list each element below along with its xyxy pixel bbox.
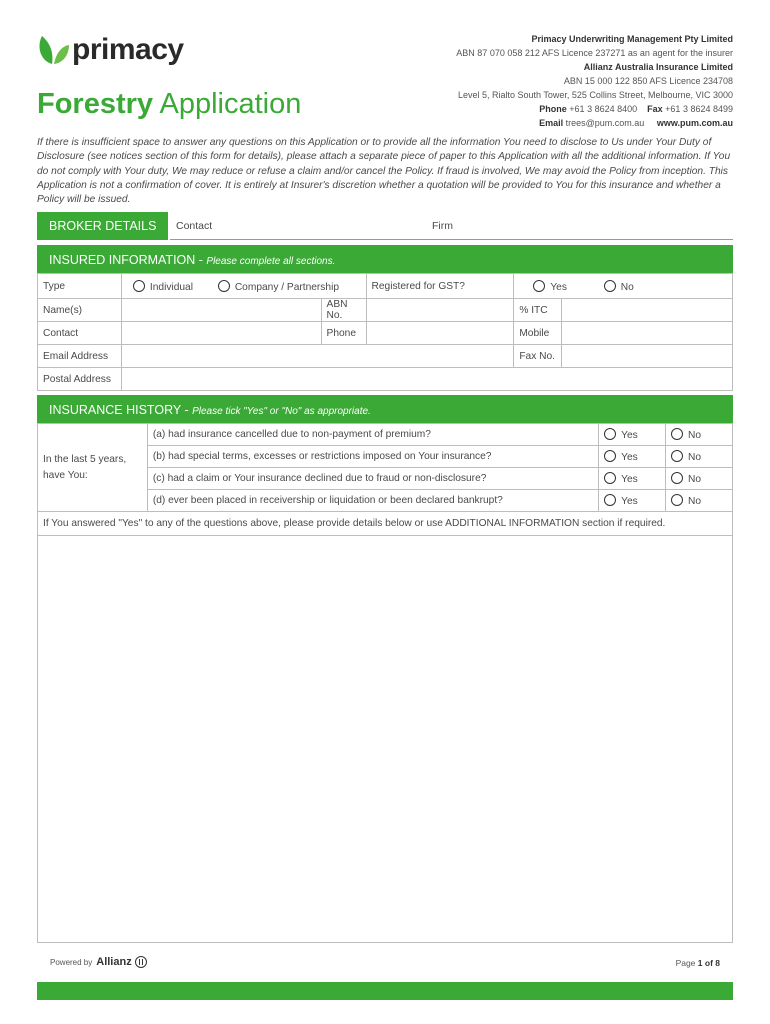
yes-label: Yes [621,452,638,463]
phone-field-label: Phone [321,322,366,345]
radio-icon [671,472,683,484]
contact-input[interactable] [121,322,321,345]
details-textarea[interactable] [37,535,733,943]
postal-input[interactable] [121,368,732,391]
allianz-logo-text: Allianz [96,956,132,968]
radio-icon [604,472,616,484]
postal-label: Postal Address [38,368,122,391]
gst-label: Registered for GST? [366,274,514,299]
email-label: Email [539,118,564,128]
question-d-yes[interactable] [599,490,666,512]
question-c-no[interactable] [666,468,733,490]
abn-input[interactable] [366,299,514,322]
type-label: Type [38,274,122,299]
insured-subheading: Please complete all sections. [206,256,336,267]
radio-icon [671,428,683,440]
company-phone-fax [456,102,733,116]
powered-by [50,956,147,968]
radio-icon [604,494,616,506]
history-heading [37,395,733,423]
company-email-web [456,116,733,130]
email-field-label: Email Address [38,345,122,368]
radio-icon [671,450,683,462]
page-of: of [702,958,716,968]
mobile-input[interactable] [562,322,733,345]
insurer-name: Allianz Australia Insurance Limited [583,62,733,72]
history-prompt: In the last 5 years, have You: [38,424,148,512]
broker-contact-label: Contact [176,220,213,232]
powered-by-label: Powered by [50,957,93,967]
history-heading-text: INSURANCE HISTORY - [49,403,193,417]
gst-no-radio[interactable] [604,282,634,293]
gst-yes-radio[interactable] [533,282,567,293]
broker-firm-label: Firm [432,220,453,232]
title-bold: Forestry [37,88,154,120]
gst-options [514,274,733,299]
itc-input[interactable] [562,299,733,322]
company-info [456,32,733,130]
email-value[interactable]: trees@pum.com.au [565,118,645,128]
leaf-icon [36,33,70,67]
yes-label: Yes [621,474,638,485]
page-current: 1 [697,958,703,968]
fax-label: Fax [647,104,663,114]
no-label: No [688,452,702,463]
question-b-no[interactable] [666,446,733,468]
history-note: If You answered "Yes" to any of the questions above, please provide details below or use ADDITIONAL INFORMATION section if required. [38,512,733,536]
radio-icon [671,494,683,506]
no-label: No [688,496,702,507]
abn-label: ABN No. [321,299,366,322]
individual-radio[interactable] [133,282,193,293]
radio-icon [604,428,616,440]
fax-input[interactable] [562,345,733,368]
question-a-no[interactable] [666,424,733,446]
website-link[interactable]: www.pum.com.au [656,118,733,128]
radio-icon [218,280,230,292]
question-b-yes[interactable] [599,446,666,468]
company-radio[interactable] [218,282,339,293]
names-label: Name(s) [38,299,122,322]
question-d-no[interactable] [666,490,733,512]
broker-heading: BROKER DETAILS [37,212,168,240]
gst-yes-label: Yes [550,281,567,293]
page-label: Page [675,958,698,968]
question-c: (c) had a claim or Your insurance declined due to fraud or non-disclosure? [147,468,598,490]
question-a: (a) had insurance cancelled due to non-payment of premium? [147,424,598,446]
yes-label: Yes [621,496,638,507]
individual-label: Individual [149,281,193,293]
no-label: No [688,474,702,485]
company-name: Primacy Underwriting Management Pty Limited [531,34,733,44]
broker-details [37,212,733,240]
phone-input[interactable] [366,322,514,345]
logo-text: primacy [72,33,184,66]
mobile-label: Mobile [514,322,562,345]
radio-icon [604,280,616,292]
fax-value: +61 3 8624 8499 [665,104,733,114]
type-options [121,274,366,299]
history-table [37,423,733,536]
allianz-logo-icon [135,956,147,968]
primacy-logo [36,33,184,67]
page-total: 8 [715,958,720,968]
itc-label: % ITC [514,299,562,322]
radio-icon [533,280,545,292]
history-subheading: Please tick "Yes" or "No" as appropriate. [192,406,371,417]
fax-field-label: Fax No. [514,345,562,368]
company-abn: ABN 87 070 058 212 AFS Licence 237271 as an agent for the insurer [456,48,733,58]
title-rest: Application [153,88,302,120]
question-c-yes[interactable] [599,468,666,490]
company-address: Level 5, Rialto South Tower, 525 Collins Street, Melbourne, VIC 3000 [458,90,733,100]
page-number [676,958,720,968]
no-label: No [688,430,702,441]
phone-value: +61 3 8624 8400 [569,104,638,114]
phone-label: Phone [539,104,567,114]
question-a-yes[interactable] [599,424,666,446]
insured-heading-text: INSURED INFORMATION - [49,253,207,267]
contact-label: Contact [38,322,122,345]
company-label: Company / Partnership [234,281,340,293]
names-input[interactable] [121,299,321,322]
radio-icon [133,280,145,292]
insured-heading [37,245,733,273]
intro-paragraph: If there is insufficient space to answer any questions on this Application or to provide all the information You need to disclose to Us under Your Duty of Disclosure (see notices section of this form for details), please attach a separate piece of paper to this Application with all the additional information. If You do not comply with Your duty, We may reduce or refuse a claim and/or cancel the Policy. If fraud is involved, We may avoid the Policy from inception. This Application is not a confirmation of cover. It is entirely at Insurer's discretion whether a quotation will be provided to You for this insurance and whether a Policy will be issued. [37,137,731,206]
broker-input-line[interactable] [170,239,733,240]
insured-table [37,273,733,391]
question-d: (d) ever been placed in receivership or liquidation or been declared bankrupt? [147,490,598,512]
bottom-bar [37,982,733,1000]
radio-icon [604,450,616,462]
page-title [37,88,301,121]
question-b: (b) had special terms, excesses or restrictions imposed on Your insurance? [147,446,598,468]
gst-no-label: No [620,281,634,293]
insurer-abn: ABN 15 000 122 850 AFS Licence 234708 [563,76,733,86]
yes-label: Yes [621,430,638,441]
email-input[interactable] [121,345,513,368]
